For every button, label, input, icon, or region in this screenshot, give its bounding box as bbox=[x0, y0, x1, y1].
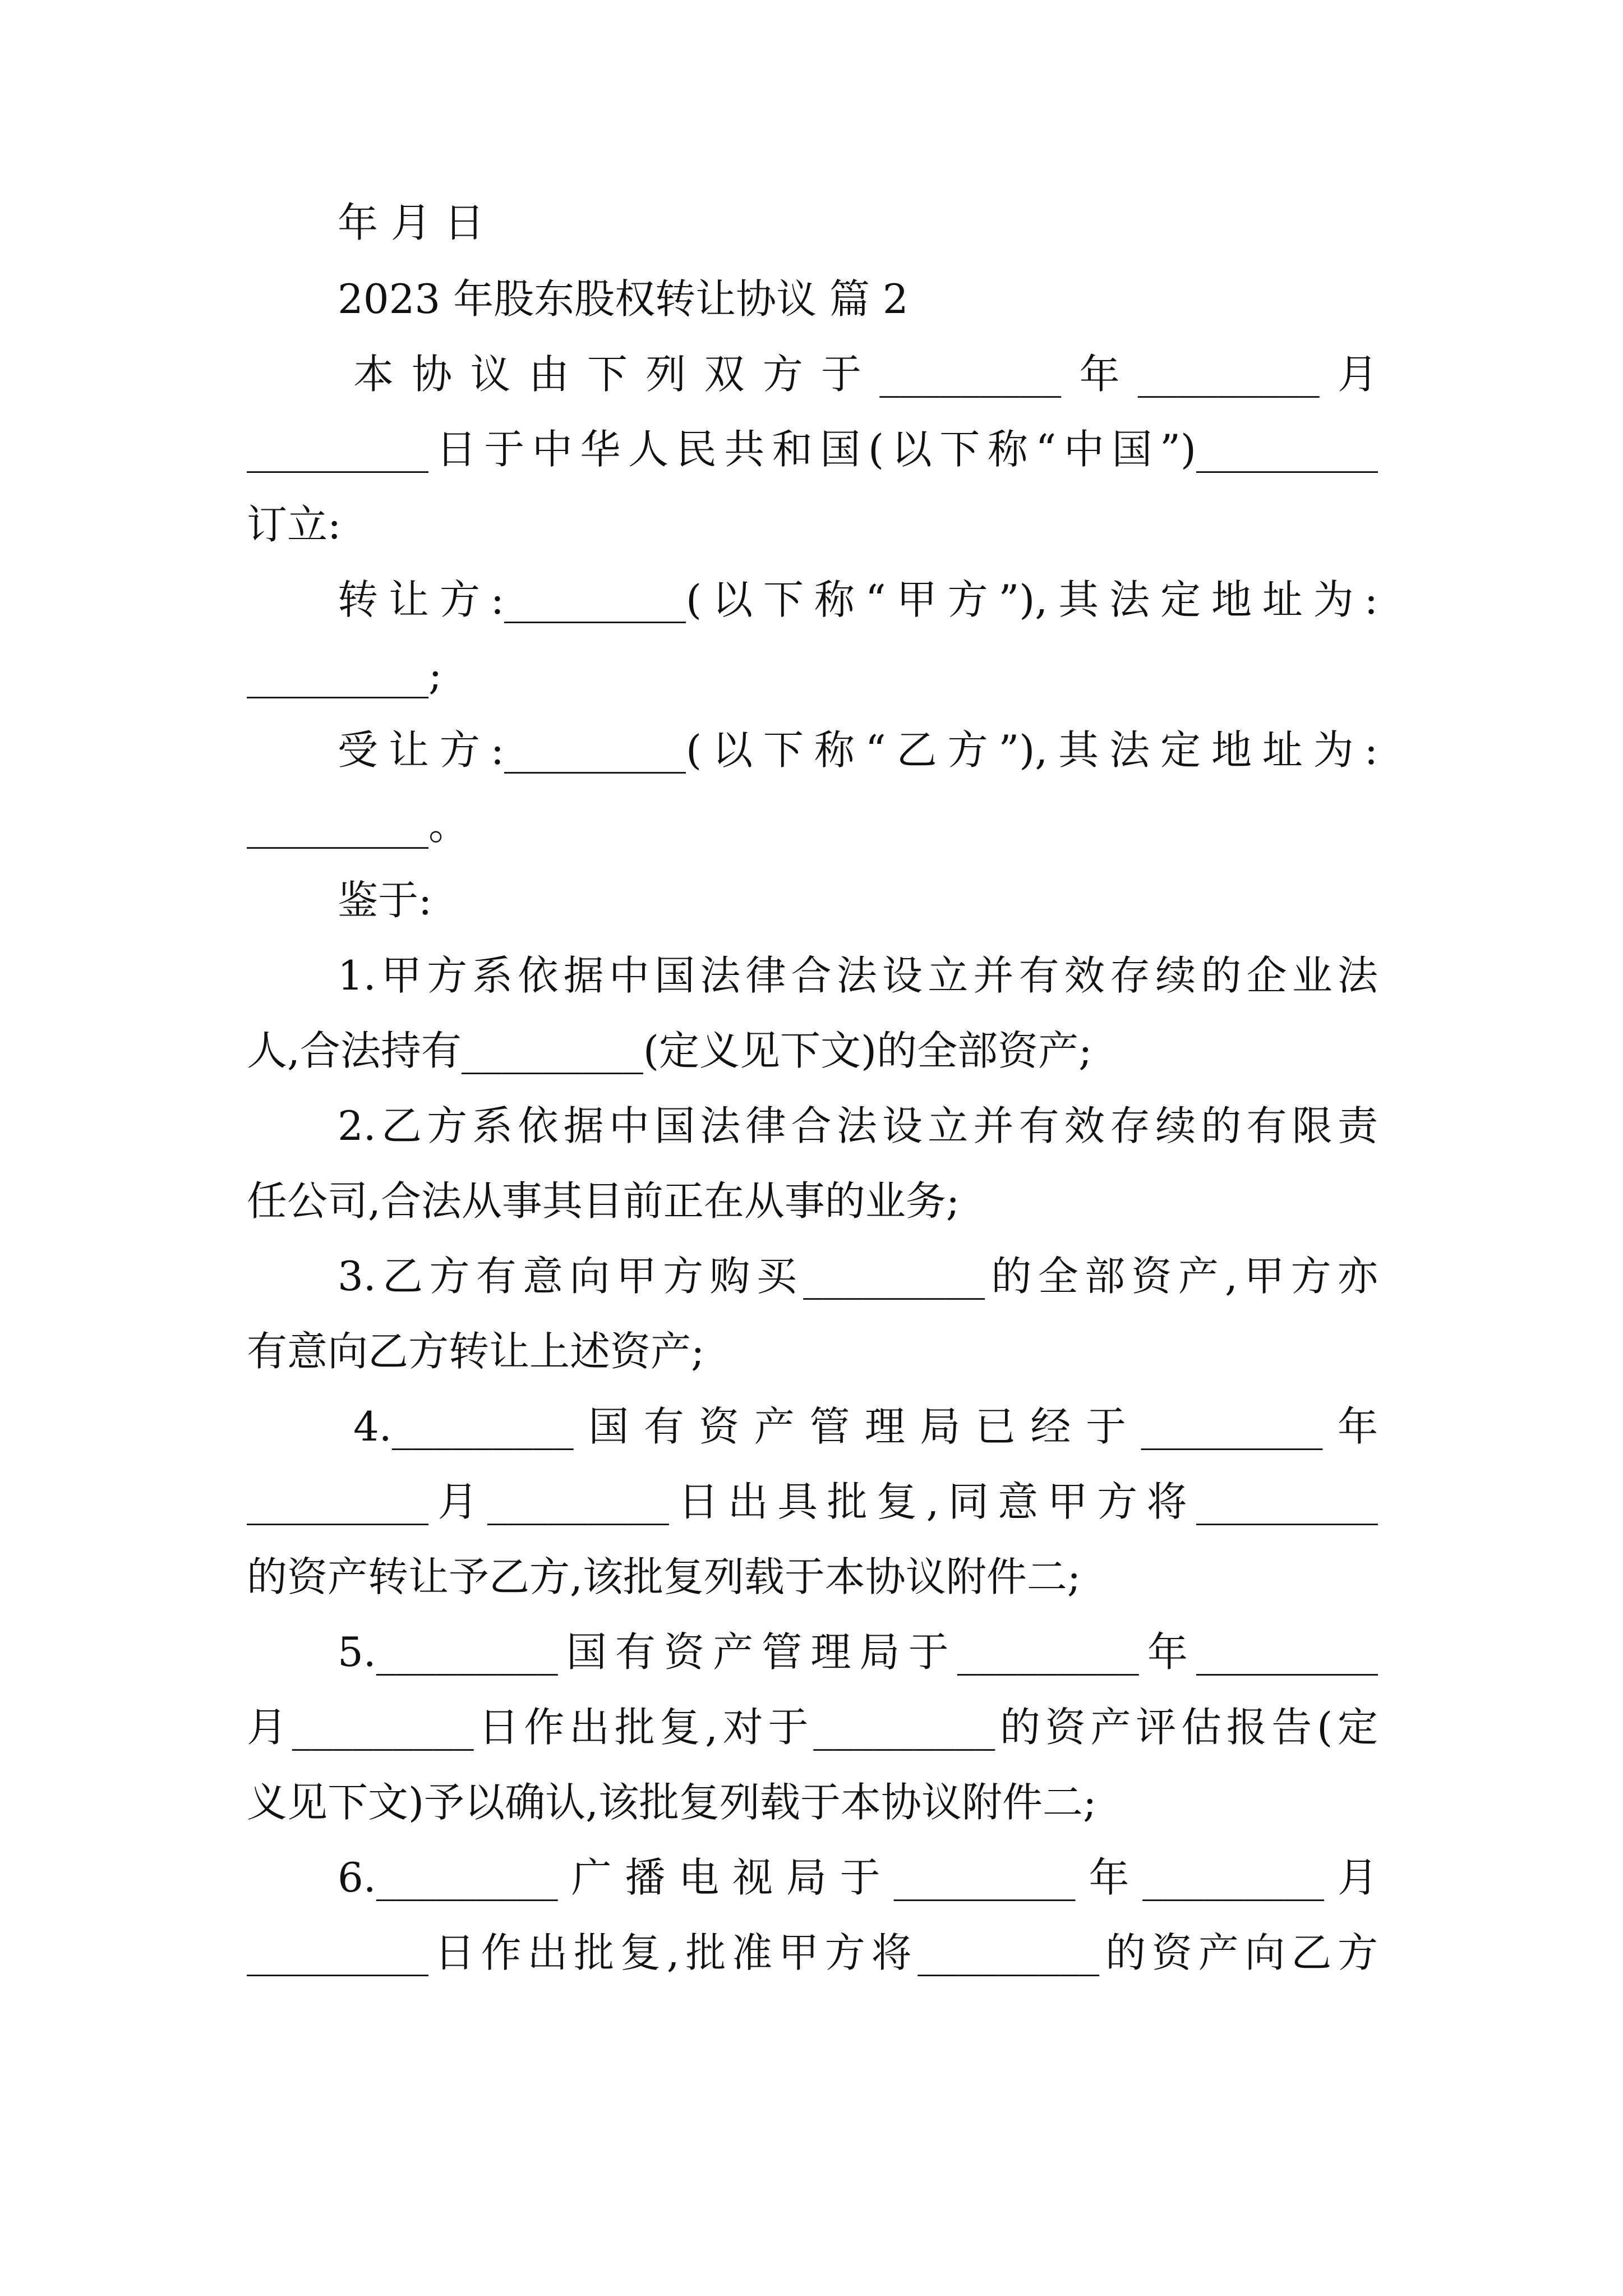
item-1-line-1: 1.甲方系依据中国法律合法设立并有效存续的企业法 bbox=[338, 952, 1378, 999]
item-3-line-1: 3.乙方有意向甲方购买_________的全部资产,甲方亦 bbox=[338, 1253, 1378, 1300]
document-title: 2023 年股东股权转让协议 篇 2 bbox=[338, 275, 909, 323]
item-6-line-2: _________日作出批复,批准甲方将_________的资产向乙方 bbox=[247, 1929, 1378, 1976]
item-2-line-1: 2.乙方系依据中国法律合法设立并有效存续的有限责 bbox=[338, 1102, 1378, 1149]
whereas-heading: 鉴于: bbox=[338, 877, 432, 924]
date-line: 年 月 日 bbox=[338, 199, 485, 246]
item-4-line-1: 4._________国有资产管理局已经于_________年 bbox=[353, 1403, 1378, 1450]
item-3-line-2: 有意向乙方转让上述资产; bbox=[247, 1328, 705, 1375]
item-5-line-3: 义见下文)予以确认,该批复列载于本协议附件二; bbox=[247, 1779, 1097, 1826]
item-4-line-2: _________月_________日出具批复,同意甲方将_________ bbox=[247, 1478, 1378, 1525]
transferee-line-1: 受让方:_________(以下称“乙方”),其法定地址为: bbox=[338, 726, 1378, 774]
transferor-line-2: _________; bbox=[247, 651, 442, 698]
item-6-line-1: 6._________广播电视局于_________年_________月 bbox=[338, 1854, 1378, 1901]
transferee-line-2: _________。 bbox=[247, 802, 469, 849]
item-4-line-3: 的资产转让予乙方,该批复列载于本协议附件二; bbox=[247, 1553, 1081, 1600]
intro-line-1: 本协议由下列双方于_________年_________月 bbox=[353, 351, 1378, 398]
intro-line-2: _________日于中华人民共和国(以下称“中国”)_________ bbox=[247, 426, 1378, 473]
item-2-line-2: 任公司,合法从事其目前正在从事的业务; bbox=[247, 1177, 960, 1225]
item-5-line-2: 月_________日作出批复,对于_________的资产评估报告(定 bbox=[247, 1704, 1378, 1751]
intro-line-3: 订立: bbox=[247, 501, 342, 548]
item-1-line-2: 人,合法持有_________(定义见下文)的全部资产; bbox=[247, 1027, 1092, 1074]
item-5-line-1: 5._________国有资产管理局于_________年_________ bbox=[338, 1628, 1378, 1676]
transferor-line-1: 转让方:_________(以下称“甲方”),其法定地址为: bbox=[338, 576, 1378, 623]
